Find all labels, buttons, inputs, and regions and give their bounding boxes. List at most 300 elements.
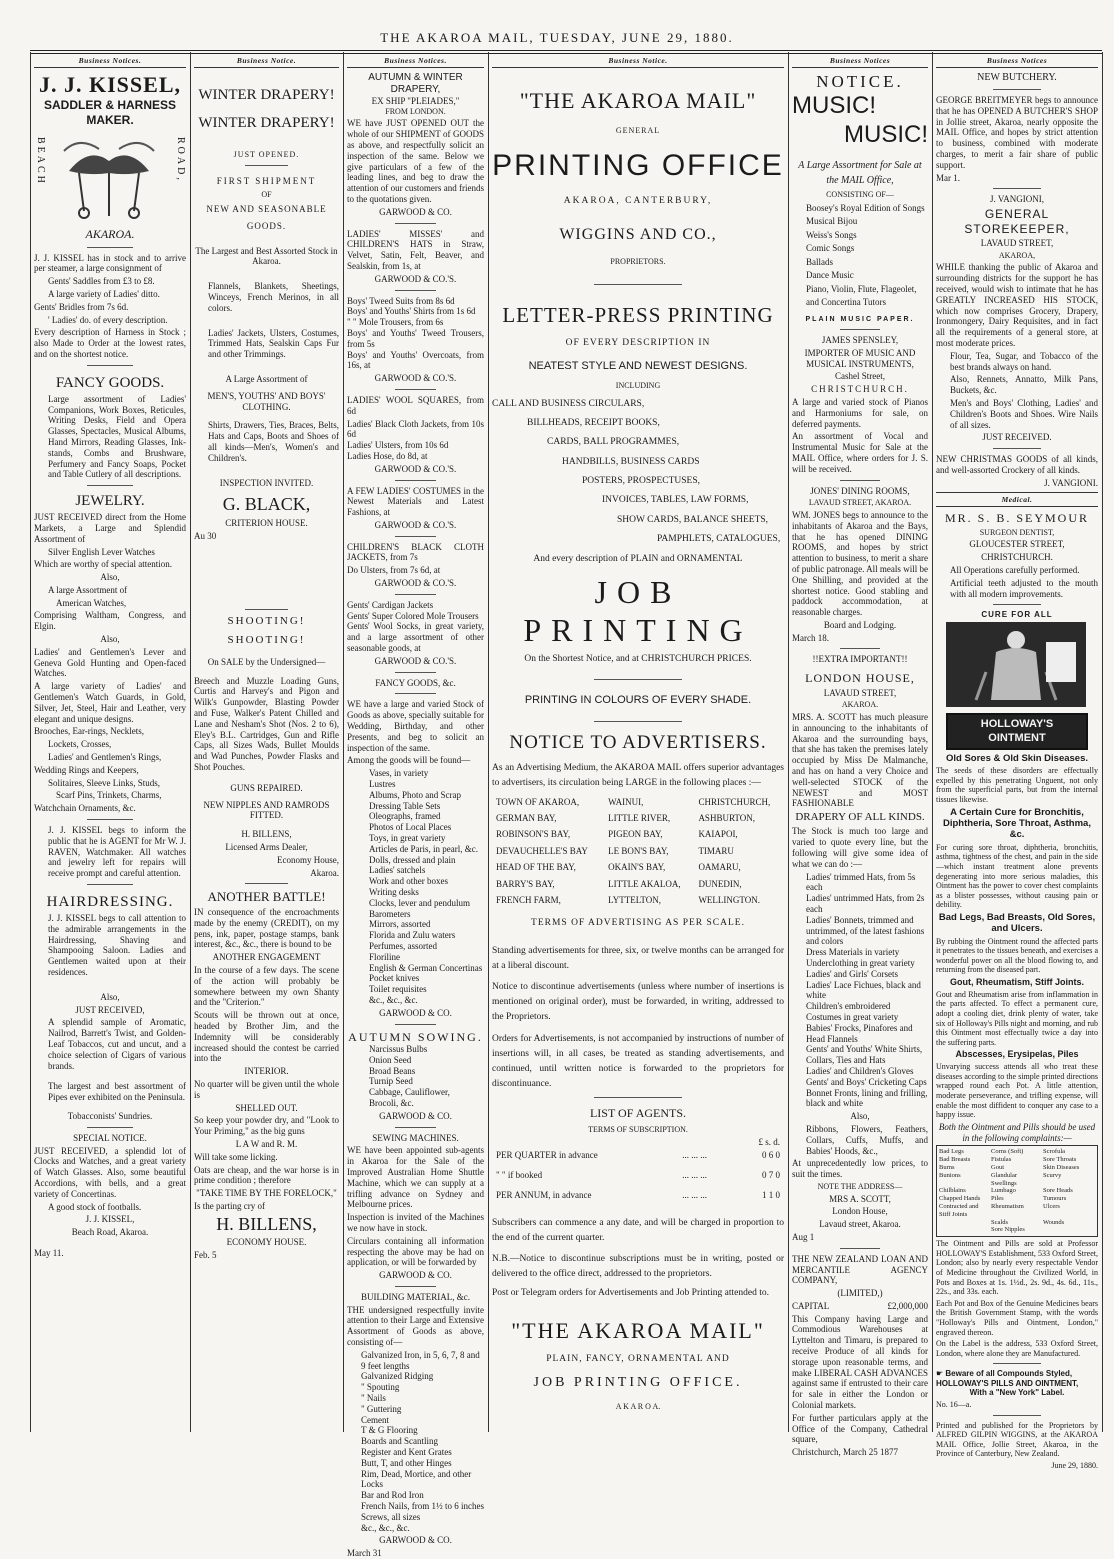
inspection-text: Inspection is invited of the Machines we now have in stock. <box>347 1212 484 1233</box>
kissel-address: Beach Road, Akaroa. <box>71 1227 149 1238</box>
list-item: French Nails, from 1½ to 6 inches <box>361 1501 484 1512</box>
law-rm: L A W and R. M. <box>235 1138 298 1149</box>
table-cell: ROBINSON'S BAY, <box>496 829 571 840</box>
saddle-illustration <box>34 127 186 227</box>
column-header: Business Notices <box>792 56 928 68</box>
list-item: Mirrors, assorted <box>369 919 431 930</box>
commence-text: Subscribers can commence a any date, and will be charged in proportion to the end of the current quarter. <box>492 1217 784 1243</box>
column-3 <box>347 56 484 1559</box>
table-cell: OAMARU, <box>698 862 741 873</box>
xmas-text: NEW CHRISTMAS GOODS of all kinds, and well-assorted Crockery of all kinds. <box>936 454 1098 475</box>
christchurch: CHRISTCHURCH. <box>981 552 1053 563</box>
job-printing-office: JOB PRINTING OFFICE. <box>533 1375 743 1391</box>
music-list <box>792 202 928 310</box>
seated-figure-icon <box>946 622 1086 707</box>
table-cell: LE BON'S BAY, <box>608 845 669 856</box>
list-item: Dolls, dressed and plain <box>369 854 456 865</box>
list-item: Perfumes, assorted <box>369 940 437 951</box>
jones-text: WM. JONES begs to announce to the inhabitants of Akaroa and the Bays, that he has opened DINING ROOMS, and hopes by strict attention to business, to merit a share of public patronage. All meals will be One Shilling, and provided at the shortest notice. Good stabling and paddock accommodation, at reasonable charges. <box>792 509 928 618</box>
sores-text: The seeds of these disorders are effectually expelled by this penetrating Unguent, not only from the superficial parts, but from the internal tissues likewise. <box>936 766 1098 804</box>
lavaud-street: LAVAUD STREET, <box>823 687 897 698</box>
lavaud-street: LAVAUD STREET, AKAROA. <box>808 498 912 508</box>
pointing-hand-icon: ☛ <box>936 1369 946 1379</box>
list-item: Albums, Photo and Scrap <box>369 789 461 800</box>
list-item: Bad Legs <box>939 1148 964 1156</box>
shooting-2: SHOOTING! <box>227 633 306 646</box>
ribbons-text: Ribbons, Flowers, Feathers, Collars, Cuffs, Muffs, and Babies' Hoods, &c., <box>806 1123 928 1156</box>
ladies-ditto: A large variety of Ladies' ditto. <box>48 288 160 299</box>
garwood-sig: GARWOOD & CO.'S. <box>374 519 457 530</box>
jones-heading: JONES' DINING ROOMS, <box>810 485 910 496</box>
guns-list: Breech and Muzzle Loading Guns, Curtis and Harvey's and Pigon and Wilk's Gunpowder, Blasting Powder and Fuse, Walker's Patent Chilled and Lane and Nesham's Shot (Nos. 2 to 6), Eley's B.L. Cartridges, Gun and Rifle Caps, all Sizes Wads, Bullet Moulds and Wad Punches, Powder Flasks and Shot Pouches. <box>194 675 339 773</box>
list-item: Ladies' untrimmed Hats, from 2s each <box>806 893 925 914</box>
of-text: OF <box>261 190 272 200</box>
table-cell: TOWN OF AKAROA, <box>496 796 580 807</box>
list-item: Dressing Table Sets <box>369 800 441 811</box>
cardigan-text: Gents' Cardigan Jackets Gents' Super Colored Mole Trousers Gents' Wool Socks, in great variety, and a large assortment of other seasonable goods, at <box>347 599 484 654</box>
economy-text: Economy House, <box>277 854 339 865</box>
akaroa-text: A K A R O A. <box>615 1402 661 1412</box>
oats-text: Oats are cheap, and the war horse is in prime condition ; therefore <box>194 1164 339 1186</box>
list-item: Skin Diseases <box>1043 1163 1080 1171</box>
places-table <box>492 794 784 909</box>
table-cell: CHRISTCHURCH, <box>698 796 771 807</box>
further-text: For further particulars apply at the Office of the Company, Cathedral square, <box>792 1412 928 1445</box>
column-divider <box>343 52 344 1432</box>
bronchitis-heading: A Certain Cure for Bronchitis, Diphtheria, Sore Throat, Asthma, &c. <box>943 806 1091 841</box>
fancy-text: WE have a large and varied Stock of Goods as above, specially suitable for Wedding, Birthday, and other Presents, and beg to solicit an inspection of the same. <box>347 699 484 753</box>
list-item: Piles <box>991 1195 1004 1203</box>
table-row <box>492 843 784 859</box>
list-item: Butt, T, and other Hinges <box>361 1457 452 1468</box>
capital-value: £2,000,000 <box>887 1300 928 1311</box>
colours: PRINTING IN COLOURS OF EVERY SHADE. <box>524 694 752 707</box>
list-item: " Guttering <box>361 1403 402 1414</box>
fancy-goods-text: Large assortment of Ladies' Companions, Work Boxes, Reticules, Writing Desks, Field and Opera Glasses, Spectacles, Musical Albums, Hand Mirrors, Reading Glasses, Ink-stands, Combs and Brushware, Perfumery and Fancy Soaps, Pocket and Table Cutlery of all descriptions. <box>48 393 186 480</box>
list-item: Toys, in great variety <box>369 833 446 844</box>
garwood-sig: GARWOOD & CO. <box>379 1535 452 1546</box>
list-item: Writing desks <box>369 887 419 897</box>
on-sale: On SALE by the Undersigned— <box>207 656 326 667</box>
every-description: OF EVERY DESCRIPTION IN <box>565 338 711 349</box>
column-header: Business Notices. <box>34 56 186 68</box>
service-line: SHOW CARDS, BALANCE SHEETS, <box>617 514 769 525</box>
table-cell: DUNEDIN, <box>698 878 742 889</box>
table-cell: OKAIN'S BAY, <box>608 862 666 873</box>
jackets-text: Ladies' Black Cloth Jackets, from 10s 6d Ladies' Ulsters, from 10s 6d Ladies Hose, do 8d, at <box>347 418 484 461</box>
clocks-text: JUST RECEIVED, a splendid lot of Clocks and Watches, and a great variety of Watch Glasses. Also, some beautiful Accordions, with bells, and a great variety of Concertinas. <box>34 1145 186 1199</box>
importer: IMPORTER OF MUSIC AND MUSICAL INSTRUMENTS, <box>804 347 916 369</box>
list-item: Ulcers <box>1043 1202 1060 1210</box>
take-time: "TAKE TIME BY THE FORELOCK," <box>196 1188 337 1199</box>
list-item: Oleographs, framed <box>369 811 441 822</box>
licensed-text: Licensed Arms Dealer, <box>225 842 308 853</box>
top-rule <box>30 50 1102 51</box>
table-cell: HEAD OF THE BAY, <box>496 862 576 873</box>
london-house-addr: London House, <box>832 1206 888 1217</box>
abscesses-heading: Abscesses, Erysipelas, Piles <box>955 1049 1079 1060</box>
list-item: Ladies' Lace Fichues, black and white <box>806 979 921 1001</box>
first-shipment: FIRST SHIPMENT <box>216 175 317 186</box>
lavaud-street: LAVAUD STREET, <box>980 237 1054 248</box>
wool-squares: LADIES' WOOL SQUARES, from 6d <box>347 394 484 416</box>
sundries-text: Tobacconists' Sundries. <box>67 1110 153 1121</box>
keep-powder: So keep your powder dry, and "Look to Your Priming," as the big guns <box>194 1115 339 1137</box>
list-item: Wounds <box>1043 1218 1065 1226</box>
list-item: Sore Nipples <box>991 1226 1025 1234</box>
list-item: Chapped Hands <box>939 1195 981 1203</box>
vangioni-sig: J. VANGIONI. <box>1044 477 1098 488</box>
standing-text: Standing advertisements for three, six, or twelve months can be arranged for at a liberal discount. <box>492 945 784 971</box>
mens-text: Men's and Boys' Clothing, Ladies' and Children's Boots and Shoes. Wire Nails of all sizes. <box>950 397 1098 430</box>
list-item: &c., &c., &c. <box>361 1522 410 1533</box>
garwood-sig: GARWOOD & CO. <box>379 1007 452 1018</box>
service-line: INVOICES, TABLES, LAW FORMS, <box>602 495 749 506</box>
bulbs-list <box>347 1044 484 1109</box>
fancy-goods-heading: FANCY GOODS. <box>55 374 165 391</box>
garwood-sig: GARWOOD & CO.'S. <box>374 655 457 666</box>
issue-date: June 29, 1880. <box>1051 1461 1098 1471</box>
list-item: Babies' Frocks, Pinafores and Head Flannels <box>806 1022 913 1044</box>
jewelry-text: Comprising Waltham, Congress, and Elgin. <box>34 610 186 632</box>
beach-vertical: BEACH <box>35 137 46 187</box>
list-item: " Spouting <box>361 1382 400 1393</box>
table-row <box>492 859 784 875</box>
list-item: Bunions <box>939 1171 961 1179</box>
capital-row <box>792 1301 928 1312</box>
table-row <box>492 810 784 826</box>
board-lodging: Board and Lodging. <box>823 619 897 630</box>
column-divider <box>788 52 789 1432</box>
holloways-ointment-badge: HOLLOWAY'S OINTMENT <box>946 713 1088 749</box>
column-4 <box>492 56 784 1431</box>
discontinue-text: Notice to discontinue advertisements (unless where number of insertions is mentioned on original order), must be forwarded, in writing, addressed to the Proprietors. <box>492 982 784 1023</box>
list-item: Rheumatism <box>991 1202 1024 1210</box>
table-cell: " " if booked <box>496 1169 543 1180</box>
table-cell: £ s. d. <box>758 1137 780 1148</box>
mens-clothing: MEN'S, YOUTHS' AND BOYS' CLOTHING. <box>207 390 326 412</box>
autumn-drapery: AUTUMN & WINTER DRAPERY, <box>368 72 463 95</box>
date-text: Aug 1 <box>792 1231 815 1242</box>
service-line: BILLHEADS, RECEIPT BOOKS, <box>527 417 660 428</box>
table-cell: GERMAN BAY, <box>496 812 557 823</box>
general-text: GENERAL <box>615 126 661 136</box>
christchurch: CHRISTCHURCH. <box>811 384 909 395</box>
shortest-notice: On the Shortest Notice, and at CHRISTCHURCH PRICES. <box>524 653 752 664</box>
list-item: English & German Concertinas <box>369 962 483 973</box>
agent-text: J. J. KISSEL begs to inform the public that he is AGENT for Mr W. J. RAVEN, Watchmaker. All watches and jewelry left for repairs will receive prompt and careful attention. <box>48 825 186 879</box>
kissel-title: J. J. KISSEL, <box>39 72 181 97</box>
kissel-signature: J. J. KISSEL, <box>85 1214 135 1225</box>
column-divider <box>488 52 489 1432</box>
list-item: " Nails <box>361 1393 386 1404</box>
service-line: PAMPHLETS, CATALOGUES, <box>657 534 781 545</box>
largest-text: The Largest and Best Assorted Stock in Akaroa. <box>195 245 338 267</box>
garwood-sig: GARWOOD & CO.'S. <box>374 273 457 284</box>
capital-label: CAPITAL <box>792 1300 830 1311</box>
flannels-text: Flannels, Blankets, Sheetings, Winceys, French Merinos, in all colors. <box>208 281 339 313</box>
and-every: And every description of PLAIN and ORNAMENTAL <box>533 553 743 564</box>
complaints-grid <box>936 1145 1098 1237</box>
london-house: LONDON HOUSE, <box>805 671 915 686</box>
column-header: Business Notices. <box>347 56 484 68</box>
opened-text: WE have JUST OPENED OUT the whole of our SHIPMENT of GOODS as above, and respectfully solicit an inspection of the same. Below we give particulars of a few of the leading lines, and beg to draw the attention of our customers and friends to the quotations given. <box>347 118 484 204</box>
goods-text: GOODS. <box>246 220 287 231</box>
list-item: Contracted and Stiff Joints <box>939 1202 979 1218</box>
akaroa-heading: AKAROA. <box>85 227 135 242</box>
date-text: Feb. 5 <box>194 1250 217 1261</box>
criterion-house: CRITERION HOUSE. <box>225 517 308 528</box>
jewelry-text: American Watches, <box>56 597 127 608</box>
gloucester: GLOUCESTER STREET, <box>969 539 1065 550</box>
list-item: Chilblains <box>939 1187 966 1195</box>
limited: (LIMITED,) <box>837 1288 883 1299</box>
economy-house: ECONOMY HOUSE. <box>226 1237 307 1248</box>
butchery-text: GEORGE BREITMEYER begs to announce that he has OPENED A BUTCHER'S SHOP in Jollie street, Akaroa, nearly opposite the MAIL Office, and hopes by strict attention to business, combined with moderate charges, to merit a fair share of public support. <box>936 95 1098 170</box>
table-cell: PER ANNUM, in advance <box>496 1189 592 1200</box>
masthead: THE AKAROA MAIL, TUESDAY, JUNE 29, 1880. <box>380 30 734 45</box>
terms-advertising: TERMS OF ADVERTISING AS PER SCALE. <box>531 918 745 929</box>
sewing-text: WE have been appointed sub-agents in Akaroa for the Sale of the Improved Australian Home Shuttle Machine, which we can supply at a trifling advance on Sydney and Melbourne prices. <box>347 1145 484 1210</box>
date-text: March 31 <box>347 1548 382 1559</box>
jewelry-text: Watchchain Ornaments, &c. <box>34 803 136 814</box>
list-item: Dance Music <box>806 270 854 281</box>
from-london: FROM LONDON. <box>385 106 446 116</box>
list-of-agents: LIST OF AGENTS. <box>589 1106 687 1121</box>
list-item: Sore Heads <box>1043 1187 1073 1195</box>
table-cell: KAIAPOI, <box>698 829 738 840</box>
tobacco-text: A splendid sample of Aromatic, Nailrod, Barrett's Twist, and Golden-Leaf Tobaccos, cut and uncut, and a choice selection of Cigars of various brands. <box>48 1017 186 1071</box>
gents-saddles: Gents' Saddles from £3 to £8. <box>48 276 155 287</box>
ex-ship: EX SHIP "PLEIADES," <box>371 96 460 106</box>
advertising-text: As an Advertising Medium, the AKAROA MAIL offers superior advantages to advertisers, its circulation being LARGE in the following places :— <box>492 763 784 789</box>
date-text: May 11. <box>34 1247 64 1258</box>
list-item: Ladies' satchels <box>369 865 426 876</box>
list-item: Pocket knives <box>369 973 420 984</box>
akaroa-text: AKAROA, <box>998 250 1036 260</box>
drapery-list <box>792 872 928 1110</box>
general-storekeeper: GENERAL STOREKEEPER, <box>964 207 1070 236</box>
printing-office: PRINTING OFFICE <box>492 148 784 182</box>
table-row <box>492 892 784 908</box>
billens-name: H. BILLENS, <box>241 829 292 840</box>
place-text: AKAROA, CANTERBURY, <box>563 195 713 206</box>
table-cell: ... ... ... <box>682 1150 708 1161</box>
list-item: Ladies' and Children's Gloves <box>806 1065 914 1076</box>
sewing-heading: SEWING MACHINES. <box>372 1132 459 1143</box>
list-item: Glandular Swellings <box>991 1171 1017 1187</box>
gout-text: Gout and Rheumatism arise from inflammation in the parts affected. To effect a permanent cure, adopt a cooling diet, drink plenty of water, take six of Holloway's Pills night and morning, and rub this Ointment most effectually twice a day into the suffering parts. <box>936 989 1098 1047</box>
table-cell: LITTLE RIVER, <box>608 812 671 823</box>
list-item: Gents' and Boys' Cricketing Caps <box>806 1076 927 1087</box>
list-item: Piano, Violin, Flute, Flageolet, and Concertina Tutors <box>806 283 917 308</box>
table-cell: TIMARU <box>698 845 734 856</box>
column-divider <box>30 52 31 1432</box>
list-item: Fistulas <box>991 1156 1012 1164</box>
neatest-style: NEATEST STYLE AND NEWEST DESIGNS. <box>528 359 748 372</box>
list-item: Narcissus Bulbs <box>369 1043 428 1054</box>
gout-heading: Gout, Rheumatism, Stiff Joints. <box>949 977 1084 988</box>
child-cloth: CHILDREN'S BLACK CLOTH JACKETS, from 7s <box>347 541 484 563</box>
beware-text: ☛ Beware of all Compounds Styled, <box>936 1369 1073 1379</box>
list-item: Lustres <box>369 779 396 790</box>
list-item: Boosey's Royal Edition of Songs <box>806 202 925 213</box>
fancy-heading: FANCY GOODS, &c. <box>375 677 456 688</box>
gents-bridles: Gents' Bridles from 7s 6d. <box>34 301 129 312</box>
table-cell: ... ... ... <box>682 1169 708 1180</box>
building-list <box>347 1350 484 1534</box>
printing-services <box>492 399 784 546</box>
post-text: Post or Telegram orders for Advertisements and Job Printing attended to. <box>492 1288 769 1299</box>
hairdressing-text: J. J. KISSEL begs to call attention to the admirable arrangements in the Hairdressing, Shaving and Shampooing Saloon. Ladies and Gentlemen waited upon at their residences. <box>48 913 186 977</box>
column-divider <box>1102 52 1103 1432</box>
kissel-subtitle: SADDLER & HARNESS MAKER. <box>43 98 176 127</box>
column-6 <box>936 56 1098 1471</box>
garwood-sig: GARWOOD & CO. <box>379 1270 452 1281</box>
also-text: Also, <box>100 572 120 583</box>
christchurch-date: Christchurch, March 25 1877 <box>792 1447 898 1458</box>
column-divider <box>932 52 933 1432</box>
bronchitis-text: For curing sore throat, diphtheria, bronchitis, asthma, tightness of the chest, and pain in the side—which instant treatment alone prevents degenerating into more serious maladies, this Ointment has the power to cover chest complaints as a blister possesses, without causing pain or debility. <box>936 842 1098 910</box>
list-item: Register and Kent Grates <box>361 1447 452 1458</box>
surgeon-dentist: SURGEON DENTIST, <box>979 527 1055 537</box>
ladies-do: ' Ladies' do. of every description. <box>48 314 168 325</box>
road-vertical: ROAD, <box>175 137 186 184</box>
jewelry-text: Wedding Rings and Keepers, <box>34 764 139 775</box>
flour-text: Flour, Tea, Sugar, and Tobacco of the best brands always on hand. <box>950 350 1098 372</box>
garwood-sig: GARWOOD & CO.'S. <box>374 578 457 589</box>
table-cell: PER QUARTER in advance <box>496 1150 598 1161</box>
jewelry-text: Solitaires, Sleeve Links, Studs, <box>48 777 160 788</box>
list-item: Floriline <box>369 951 400 962</box>
table-cell: 1 1 0 <box>762 1189 780 1200</box>
garwood-sig: GARWOOD & CO. <box>379 1110 452 1121</box>
job-printing: JOB PRINTING <box>523 574 753 649</box>
proprietors: PROPRIETORS. <box>610 256 666 266</box>
stamp-text: Each Pot and Box of the Genuine Medicines bears the British Government Stamp, with the words "Holloway's Pills and Ointment, London," engraved thereon. <box>936 1298 1098 1337</box>
battle-text: IN consequence of the encroachments made by the enemy (CREDIT), on my pens, ink, paper, postage stamps, bank interest, &c., &c., there is bound to be <box>194 907 339 950</box>
boys-text: Boys' Tweed Suits from 8s 6d Boys' and Youths' Shirts from 1s 6d " " Mole Trousers, from 6s Boys' and Youths' Tweed Trousers, from 5s Boys' and Youths' Overcoats, from 16s, at <box>347 295 484 371</box>
list-item: Ladies' Bonnets, trimmed and untrimmed, of the latest fashions and colors <box>806 914 925 947</box>
table-row <box>492 1149 784 1162</box>
table-row <box>492 1182 784 1202</box>
table-cell: WELLINGTON. <box>698 894 761 905</box>
shelled-out: SHELLED OUT. <box>235 1102 298 1113</box>
sold-text: The Ointment and Pills are sold at Professor HOLLOWAY'S Establishment, 533 Oxford Street, London; also by nearly every respectable Vendor of Medicine throughout the Civilized World, in Pots and Boxes at 1s. 1½d., 2s. 9d., 4s. 6d., 11s., 22s., and 33s. each. <box>936 1239 1098 1297</box>
table-row <box>492 1136 784 1149</box>
service-line: HANDBILLS, BUSINESS CARDS <box>562 456 700 467</box>
licking-text: Will take some licking. <box>194 1151 278 1162</box>
date-text: Au 30 <box>194 530 217 541</box>
music-1: MUSIC! <box>792 92 876 120</box>
shooting-1: SHOOTING! <box>227 614 306 627</box>
list-item: Lumbago <box>991 1187 1016 1195</box>
list-item: Photos of Local Places <box>369 822 452 833</box>
also-text: Also, <box>100 634 120 645</box>
nipples-text: NEW NIPPLES AND RAMRODS FITTED. <box>203 799 330 821</box>
list-item: Boards and Scantling <box>361 1436 438 1447</box>
table-row <box>492 876 784 892</box>
list-item: Bar and Rod Iron <box>361 1490 424 1501</box>
music-2: MUSIC! <box>844 121 928 149</box>
operations-text: All Operations carefully performed. <box>950 565 1080 576</box>
parting-cry: Is the parting cry of <box>194 1200 265 1211</box>
another-engagement: ANOTHER ENGAGEMENT <box>212 952 321 963</box>
guns-repaired: GUNS REPAIRED. <box>230 782 303 793</box>
jewelry-text: Brooches, Ear-rings, Necklets, <box>34 726 145 737</box>
list-item: Vases, in variety <box>369 768 429 779</box>
list-item: Galvanized Iron, in 5, 6, 7, 8 and 9 feet lengths <box>361 1349 480 1371</box>
plain-fancy: PLAIN, FANCY, ORNAMENTAL AND <box>546 1354 730 1365</box>
printed-by: Printed and published for the Proprietors by ALFRED GILPIN WIGGINS, at the AKAROA MAIL Office, Jollie Street, Akaroa, in the Province of Canterbury, New Zealand. <box>936 1420 1098 1459</box>
jewelry-text: A large variety of Ladies' and Gentlemen's Watch Guards, in Gold, Silver, Jet, Steel, Hair and Leather, very elegant and unique designs. <box>34 681 186 724</box>
column-header: Business Notices <box>936 56 1098 68</box>
cashel: Cashel Street, <box>835 371 885 382</box>
jewelry-text: Lockets, Crosses, <box>48 739 112 750</box>
both-text: Both the Ointment and Pills should be used in the following complaints:— <box>938 1121 1096 1143</box>
holloway-illustration <box>946 610 1088 710</box>
scott-text: MRS. A. SCOTT has much pleasure in announcing to the inhabitants of Akaroa and the surrounding bays, that she has taken the premises lately occupied by Miss De Malmanche, and has on hand a very Choice and well-selected STOCK of the NEWEST and MOST FASHIONABLE <box>792 712 928 809</box>
shirts-text: Shirts, Drawers, Ties, Braces, Belts, Hats and Caps, Boots and Shoes of all kinds—Men's, Women's and Children's. <box>208 420 339 463</box>
new-seasonable: NEW AND SEASONABLE <box>206 203 327 214</box>
service-line: CALL AND BUSINESS CIRCULARS, <box>492 398 645 409</box>
pianos-text: A large and varied stock of Pianos and Harmoniums for sale, on deferred payments. <box>792 396 928 429</box>
scouts-text: Scouts will be thrown out at once, headed by Brother Jim, and the Indemnity will be considerably increased should the contest be carried into the <box>194 1010 339 1064</box>
list-item: Dress Materials in variety <box>806 947 900 958</box>
list-item: Gout <box>991 1163 1004 1171</box>
teeth-text: Artificial teeth adjusted to the mouth with all modern improvements. <box>950 577 1098 599</box>
column-5 <box>792 56 928 1458</box>
table-cell: LYTTELTON, <box>608 894 661 905</box>
list-item: Ballads <box>806 256 833 267</box>
list-item: Barometers <box>369 908 411 919</box>
interior-text: INTERIOR. <box>244 1066 289 1077</box>
list-item: Florida and Zulu waters <box>369 930 456 941</box>
table-cell: WAINUI, <box>608 796 644 807</box>
assortment: A Large Assortment of <box>225 373 308 384</box>
column-header: Business Notice. <box>194 56 339 68</box>
note-address: NOTE THE ADDRESS— <box>817 1181 903 1191</box>
table-row <box>492 1162 784 1182</box>
jewelry-text: A large Assortment of <box>48 584 128 595</box>
pipes-text: The largest and best assortment of Pipes ever exhibited on the Peninsula. <box>48 1081 186 1103</box>
garwood-sig: GARWOOD & CO.'S. <box>374 373 457 384</box>
bad-legs: Bad Legs, Bad Breasts, Old Sores, and Ulcers. <box>938 911 1096 935</box>
list-item: Work and other boxes <box>369 876 449 887</box>
winter-drapery-1: WINTER DRAPERY! <box>198 87 335 103</box>
list-item: Comic Songs <box>806 243 855 254</box>
autumn-sowing: AUTUMN SOWING. <box>348 1029 483 1044</box>
nb-text: N.B.—Notice to discontinue subscriptions must be in writing, posted or delivered to the office direct, addressed to the proprietors. <box>492 1253 784 1280</box>
list-item: Brocoli, &c. <box>369 1097 414 1108</box>
table-cell: 0 6 0 <box>762 1150 780 1161</box>
akaroa-text: Akaroa. <box>310 867 339 878</box>
nz-loan: THE NEW ZEALAND LOAN AND MERCANTILE AGENCY COMPANY, <box>792 1253 928 1286</box>
h-billens: H. BILLENS, <box>216 1213 317 1234</box>
list-item: Children's embroidered Costumes in great variety <box>806 1001 899 1022</box>
new-butchery: NEW BUTCHERY. <box>977 72 1057 83</box>
list-item: Galvanized Ridging <box>361 1371 434 1382</box>
list-item: Cement <box>361 1414 389 1425</box>
seymour-name: MR. S. B. SEYMOUR <box>944 511 1090 526</box>
just-received: JUST RECEIVED. <box>982 432 1052 443</box>
large-assortment: A Large Assortment for Sale at the MAIL Office, <box>798 159 922 186</box>
inspection-invited: INSPECTION INVITED. <box>219 477 314 488</box>
list-item: Turnip Seed <box>369 1076 413 1087</box>
list-item: Scrofula <box>1043 1148 1066 1156</box>
list-item: &c., &c., &c. <box>369 994 418 1005</box>
list-item: Bad Breasts <box>939 1156 971 1164</box>
